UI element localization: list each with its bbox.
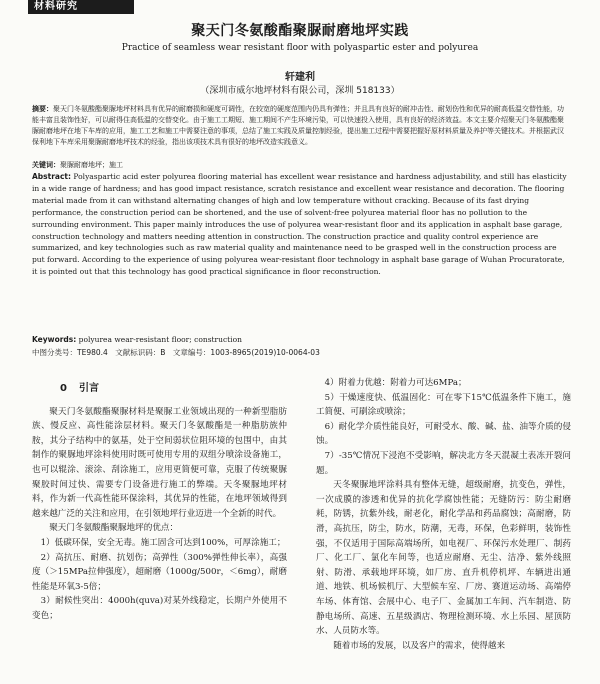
body-column-right [316,376,571,684]
list-item: 4）附着力优越：附着力可达6MPa； [324,378,467,388]
abstract-en-label: Abstract: [32,172,72,181]
list-item: 2）高抗压、耐磨、抗划伤；高弹性（300%弹性伸长率），高强度（＞15MPa拉伸强度），超耐磨（1000g/500r，＜6mg），耐磨性能是环氧3-5倍； [32,552,287,592]
list-item: 7）-35℃情况下浸泡不受影响，解决北方冬天混凝土表冻开裂问题。 [316,450,571,476]
section-number: 0 [60,383,67,394]
paper-title-cn: 聚天门冬氨酸酯聚脲耐磨地坪实践 [191,23,409,39]
body-paragraph: 天冬聚脲地坪涂料具有整体无缝，超级耐磨，抗变色，弹性，一次成膜的渗透和优异的抗化学腐蚀性能；无缝防污：防尘耐磨耗，防锈，抗紫外线，耐老化，耐化学品和药品腐蚀；高耐磨，防滑，高抗压，防尘，防水，防潮，无毒，环保，色彩鲜明，装饰性强，不仅适用于国际高端场所，如电视厂、环保污水处理厂、制药厂、化工厂、氯化车间等，也适应耐磨、无尘、洁净、紫外线照射、防滑、承载地坪环境，如厂房、直升机停机坪、车辆进出通道、地铁、机场候机厅、大型候车室、厂房、赛道运动场、高端停车场、体育馆、会展中心、电子厂、金属加工车间、汽车制造、防静电场所、高速、五星级酒店、物理检测环境、水上乐园、屋顶防水、人员防水等。 [316,480,571,637]
body-paragraph: 聚天门冬氨酸酯聚脲地坪的优点： [49,523,179,534]
abstract-en-text: Polyaspartic acid ester polyurea flooring material has excellent wear resistance and hardness adjustability, and still has elasticity in a wide range of hardness; and has good impact resistance, scratch resistance and excellent wear resistance and decoration. The flooring material made from it can withstand alternating changes of high and low temperature without cracking. Because of its fast drying performance, the construction period can be shortened, and the use of solvent-free polyurea material floor has no pollution to the surrounding environment. This paper mainly introduces the use of polyurea wear-resistant floor and its application in asphalt base garage, construction technology and matters needing attention in construction. The construction practice and quality control experience are summarized, and key technologies such as raw material quality and maintenance need to be grasped well in the construction process are put forward. According to the experience of using polyurea wear-resistant floor technology in asphalt base garage of Wuhan Procuratorate, it is pointed out that this technology has good practical significance in floor reconstruction. [32,172,567,277]
abstract-cn-text: 聚天门冬氨酸酯聚脲地坪材料具有优异的耐磨损和硬度可调性，在较宽的硬度范围内仍具有弹性；并且具有良好的耐冲击性、耐划伤性和优异的耐高低温交替性能，功能丰富且装饰性好，可以耐得住高低温的交替变化。由于施工工期短、施工期间不产生环境污染，可以快速投入使用，具有良好的经济效益。本文主要介绍聚天门冬氨酸酯聚脲耐磨地坪在地下车库的应用，施工工艺和施工中需要注意的事项，总结了施工实践及质量控制经验，提出施工过程中需要把握好原材料质量及养护等关键技术。并根据武汉保利地下车库采用聚脲耐磨地坪技术的经验，指出该项技术具有很好的地坪改造实践意义。 [32,105,564,146]
paper-title-en: Practice of seamless wear resistant floor with polyaspartic ester and polyurea [121,43,479,53]
keywords-en-text: polyurea wear-resistant floor; construction [78,335,242,344]
section-title: 引言 [78,383,99,394]
keywords-en-label: Keywords: [32,335,77,344]
list-item: 1）低碳环保，安全无毒。施工固含可达到100%，可厚涂施工； [40,537,286,548]
list-item: 5）干燥速度快、低温固化：可在零下15℃低温条件下施工，施工简便、可刷涂或喷涂； [316,392,571,418]
keywords-en [32,334,570,346]
list-item: 6）耐化学介质性能良好，可耐受水、酸、碱、盐、油等介质的侵蚀。 [316,421,571,447]
abstract-en [32,171,570,334]
body-column-left [32,376,287,684]
section-heading [60,382,287,397]
body-paragraph: 聚天门冬氨酸酯聚脲材料是聚脲工业领域出现的一种新型脂肪族、慢反应、高性能涂层材料。聚天门冬氨酸酯是一种脂肪族仲胺，其分子结构中的氨基，处于空间弱状位阻环境的包围中，由其制作的聚脲地坪涂料使用时既可使用专用的双组分喷涂设备施工，也可以辊涂、滚涂、刮涂施工，应用更简便可靠，克服了传统聚脲聚胶时间过快、需要专门设备进行施工的弊端。天冬聚脲地坪材料，作为新一代高性能环保涂料，其优异的性能，在地坪领域得到越来越广泛的关注和应用，在引领地坪行业迈进一个全新的时代。 [32,406,287,519]
keywords-cn-label: 关键词： [32,161,60,169]
keywords-cn [32,160,570,171]
author-affiliation: （深圳市威尔地坪材料有限公司，深圳 518133） [200,86,400,96]
journal-section-tag: 材料研究 [28,0,134,14]
classification-meta: 中图分类号：TE980.4 文献标识码：B 文章编号：1003-8965(2019)10-0064-03 [32,348,320,357]
keywords-cn-text: 聚脲耐磨地坪；施工 [60,161,123,169]
abstract-cn-label: 摘要： [32,105,53,113]
abstract-cn [32,104,570,160]
author-name: 轩建利 [285,72,315,83]
list-item: 3）耐候性突出：4000h(quva)对某外线稳定，长期户外使用不变色； [32,596,287,621]
body-paragraph: 随着市场的发展，以及客户的需求，使得越来 [333,640,506,651]
